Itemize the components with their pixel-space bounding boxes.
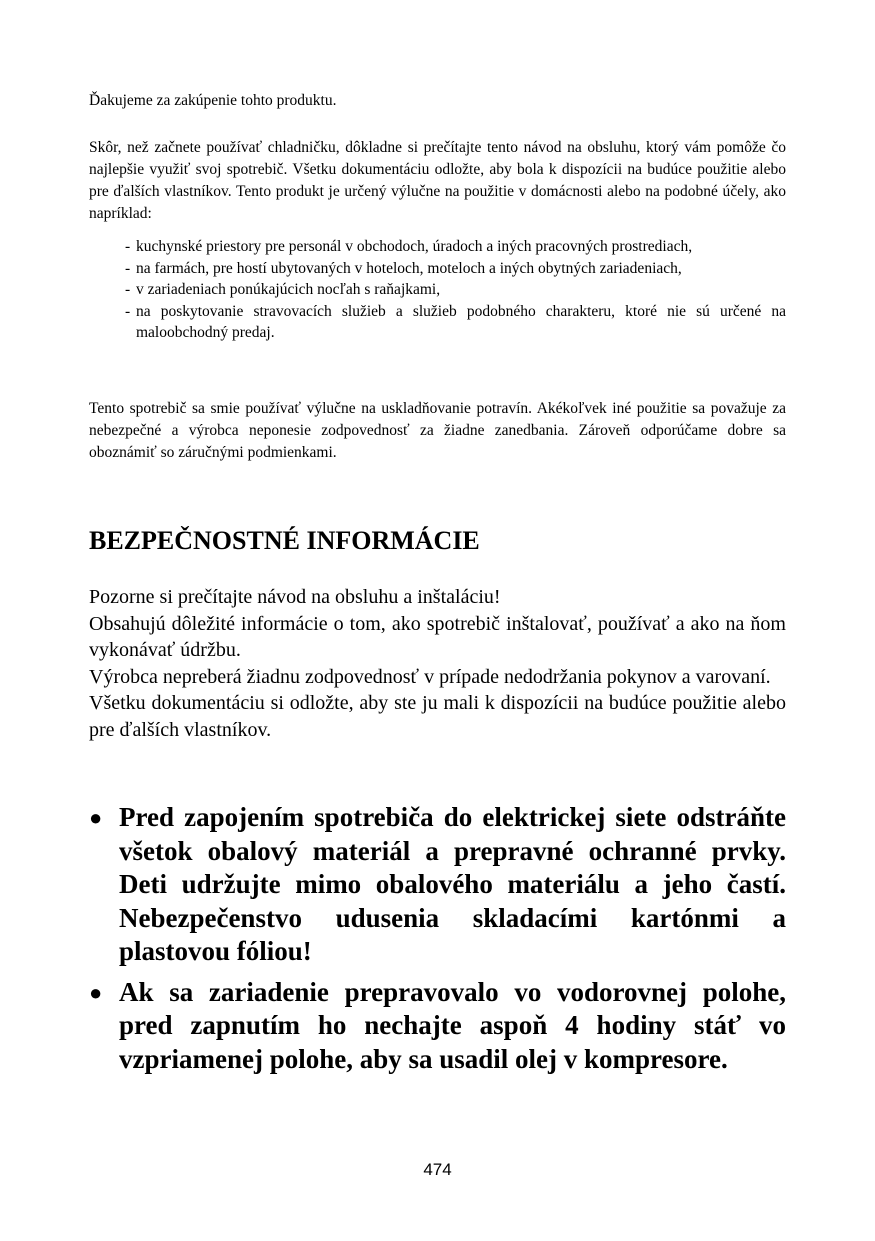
bullet-icon: ● — [89, 805, 103, 830]
list-item: - kuchynské priestory pre personál v obchodoch, úradoch a iných pracovných prostrediach, — [125, 238, 693, 255]
bullet-warning: Nebezpečenstvo udusenia skladacími kartónmi a plastovou fóliou! — [119, 902, 786, 966]
safety-line: Obsahujú dôležité informácie o tom, ako spotrebič inštalovať, používať a ako na ňom vykonávať údržbu. — [89, 612, 786, 661]
list-item — [89, 801, 786, 969]
safety-line: Pozorne si prečítajte návod na obsluhu a inštaláciu! — [89, 586, 501, 608]
list-item-text: kuchynské priestory pre personál v obchodoch, úradoch a iných pracovných prostrediach, — [136, 238, 693, 255]
safety-line: Výrobca nepreberá žiadnu zodpovednosť v prípade nedodržania pokynov a varovaní. — [89, 665, 771, 688]
usage-paragraph: Tento spotrebič sa smie používať výlučne na uskladňovanie potravín. Akékoľvek iné použitie sa považuje za nebezpečné a výrobca neponesie zodpovednosť za žiadne zanedbania. Zároveň odporúčame dobre sa oboznámiť so záručnými podmienkami. — [89, 400, 786, 461]
list-item-text: na farmách, pre hostí ubytovaných v hoteloch, moteloch a iných obytných zariadeniach, — [136, 259, 682, 277]
list-item-text: na poskytovanie stravovacích služieb a služieb podobného charakteru, ktoré nie sú určené na maloobchodný predaj. — [136, 302, 786, 341]
bullet-icon: ● — [89, 979, 103, 1005]
safety-bullet-list — [89, 801, 786, 1083]
list-item: - v zariadeniach ponúkajúcich nocľah s raňajkami, — [125, 281, 441, 298]
safety-intro — [89, 584, 786, 743]
page-number: 474 — [423, 1160, 452, 1179]
safety-line: Všetku dokumentáciu si odložte, aby ste ju mali k dispozícii na budúce použitie alebo pre ďalších vlastníkov. — [89, 692, 786, 741]
intro-paragraph: Skôr, než začnete používať chladničku, dôkladne si prečítajte tento návod na obsluhu, ktorý vám pomôže čo najlepšie využiť svoj spotrebič. Všetku dokumentáciu odložte, aby bola k dispozícii na budúce použitie alebo pre ďalších vlastníkov. Tento produkt je určený výlučne na použitie v domácnosti alebo na podobné účely, ako napríklad: — [89, 139, 786, 222]
thanks-line: Ďakujeme za zakúpenie tohto produktu. — [89, 92, 337, 109]
list-item-text: v zariadeniach ponúkajúcich nocľah s raňajkami, — [136, 281, 441, 298]
bullet-text: Ak sa zariadenie prepravovalo vo vodorovnej polohe, pred zapnutím ho nechajte aspoň 4 hodiny stáť vo vzpriamenej polohe, aby sa usadil olej v kompresore. — [119, 976, 786, 1074]
list-item: - na poskytovanie stravovacích služieb a služieb podobného charakteru, ktoré nie sú určené na maloobchodný predaj. — [125, 302, 786, 341]
list-item — [89, 976, 786, 1077]
section-heading: BEZPEČNOSTNÉ INFORMÁCIE — [89, 526, 480, 555]
intended-use-list — [125, 236, 786, 344]
list-item: - na farmách, pre hostí ubytovaných v hoteloch, moteloch a iných obytných zariadeniach, — [125, 259, 682, 277]
bullet-text: Pred zapojením spotrebiča do elektrickej siete odstráňte všetok obalový materiál a prepravné ochranné prvky. Deti udržujte mimo obalového materiálu a jeho častí. — [119, 802, 786, 899]
